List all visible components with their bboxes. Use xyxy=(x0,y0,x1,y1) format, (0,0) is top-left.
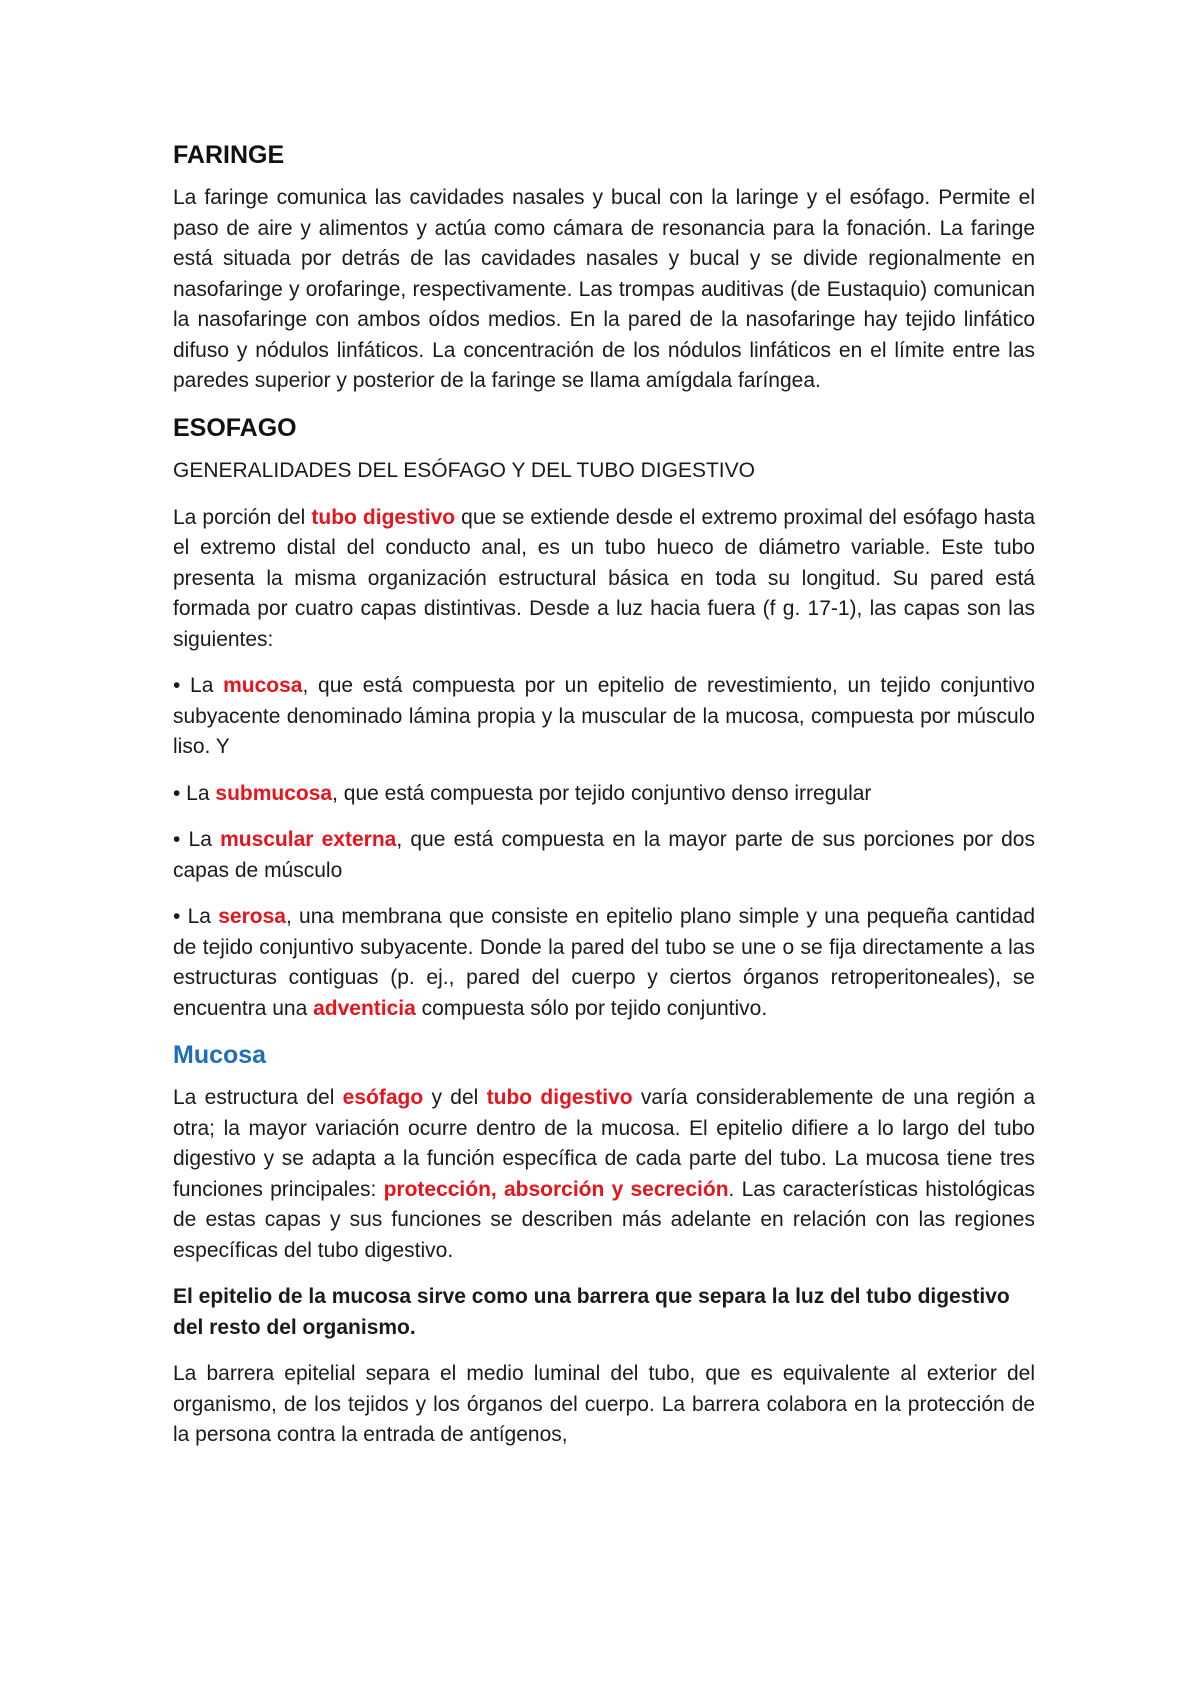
heading-mucosa: Mucosa xyxy=(173,1041,267,1069)
keyword-esofago: esófago xyxy=(342,1086,424,1110)
keyword-submucosa: submucosa xyxy=(215,781,333,805)
bullet-text: • La xyxy=(173,905,219,928)
keyword-mucosa: mucosa xyxy=(223,674,303,697)
paragraph-esofago-intro xyxy=(173,503,1035,656)
text-run: compuesta sólo por tejido conjuntivo. xyxy=(415,996,768,1020)
text-run: , una membrana que consiste en epitelio plano simple y una pequeña cantidad de tejido conjuntivo subyacente. Donde la pared del tubo se une o se fija directamente a las estructuras contiguas (p. ej., pared del cuerpo y ciertos órganos retroperitoneales), se encuentra una xyxy=(173,905,1035,1020)
paragraph-mucosa-1 xyxy=(173,1083,1035,1266)
bullet-text: • La xyxy=(173,781,216,805)
heading-esofago: ESOFAGO xyxy=(173,413,297,442)
paragraph-faringe: La faringe comunica las cavidades nasales y bucal con la laringe y el esófago. Permite el paso de aire y alimentos y actúa como cámara de resonancia para la fonación. La faringe está situada por detrás de las cavidades nasales y bucal y se divide regionalmente en nasofaringe y orofaringe, respectivamente. Las trompas auditivas (de Eustaquio) comunican la nasofaringe con ambos oídos medios. En la pared de la nasofaringe hay tejido linfático difuso y nódulos linfáticos. La concentración de los nódulos linfáticos en el límite entre las paredes superior y posterior de la faringe se llama amígdala faríngea. xyxy=(173,186,1035,393)
text-run: , que está compuesta por un epitelio de revestimiento, un tejido conjuntivo subyacente denominado lámina propia y la muscular de la mucosa, compuesta por músculo liso. Y xyxy=(173,674,1035,758)
text-run: y del xyxy=(423,1086,487,1110)
bullet-text: • La xyxy=(173,674,224,697)
text-run: , que está compuesta por tejido conjuntivo denso irregular xyxy=(332,781,872,805)
text-run: , que está compuesta en la mayor parte de sus porciones por dos capas de músculo xyxy=(173,828,1035,882)
bullet-text: • La xyxy=(173,828,221,851)
paragraph-mucosa-2: La barrera epitelial separa el medio luminal del tubo, que es equivalente al exterior del organismo, de los tejidos y los órganos del cuerpo. La barrera colabora en la protección de la persona contra la entrada de antígenos, xyxy=(173,1362,1035,1447)
layer-item-mucosa xyxy=(173,671,1035,763)
text-run: varía considerablemente de una región a otra; la mayor variación ocurre dentro de la mucosa. El epitelio difiere a lo largo del tubo digestivo y se adapta a la función específica de cada parte del tubo. La mucosa tiene tres funciones principales: xyxy=(173,1086,1035,1201)
heading-faringe: FARINGE xyxy=(173,141,285,169)
layer-item-muscular-externa xyxy=(173,825,1035,886)
text-run: La porción del xyxy=(173,505,312,529)
text-run: La estructura del xyxy=(173,1086,343,1110)
text-run: . Las características histológicas de estas capas y sus funciones se describen más adelante en relación con las regiones específicas del tubo digestivo. xyxy=(173,1177,1035,1262)
text-run: que se extiende desde el extremo proximal del esófago hasta el extremo distal del conducto anal, es un tubo hueco de diámetro variable. Este tubo presenta la misma organización estructural básica en toda su longitud. Su pared está formada por cuatro capas distintivas. Desde a luz hacia fuera (f g. 17-1), las capas son las siguientes: xyxy=(173,505,1036,651)
keyword-muscular-externa: muscular externa xyxy=(220,828,397,851)
keyword-adventicia: adventicia xyxy=(313,996,416,1020)
layer-item-serosa xyxy=(173,902,1035,1024)
keyword-funciones: protección, absorción y secreción xyxy=(383,1177,729,1201)
document-page xyxy=(173,140,1035,1467)
keyword-serosa: serosa xyxy=(218,905,286,928)
keyword-tubo-digestivo: tubo digestivo xyxy=(311,505,456,529)
keyword-tubo-digestivo: tubo digestivo xyxy=(486,1086,633,1110)
bold-statement-epitelio: El epitelio de la mucosa sirve como una barrera que separa la luz del tubo digestivo del resto del organismo. xyxy=(173,1285,1010,1339)
subheading-generalidades: GENERALIDADES DEL ESÓFAGO Y DEL TUBO DIGESTIVO xyxy=(173,459,755,482)
layer-item-submucosa xyxy=(173,779,1035,810)
